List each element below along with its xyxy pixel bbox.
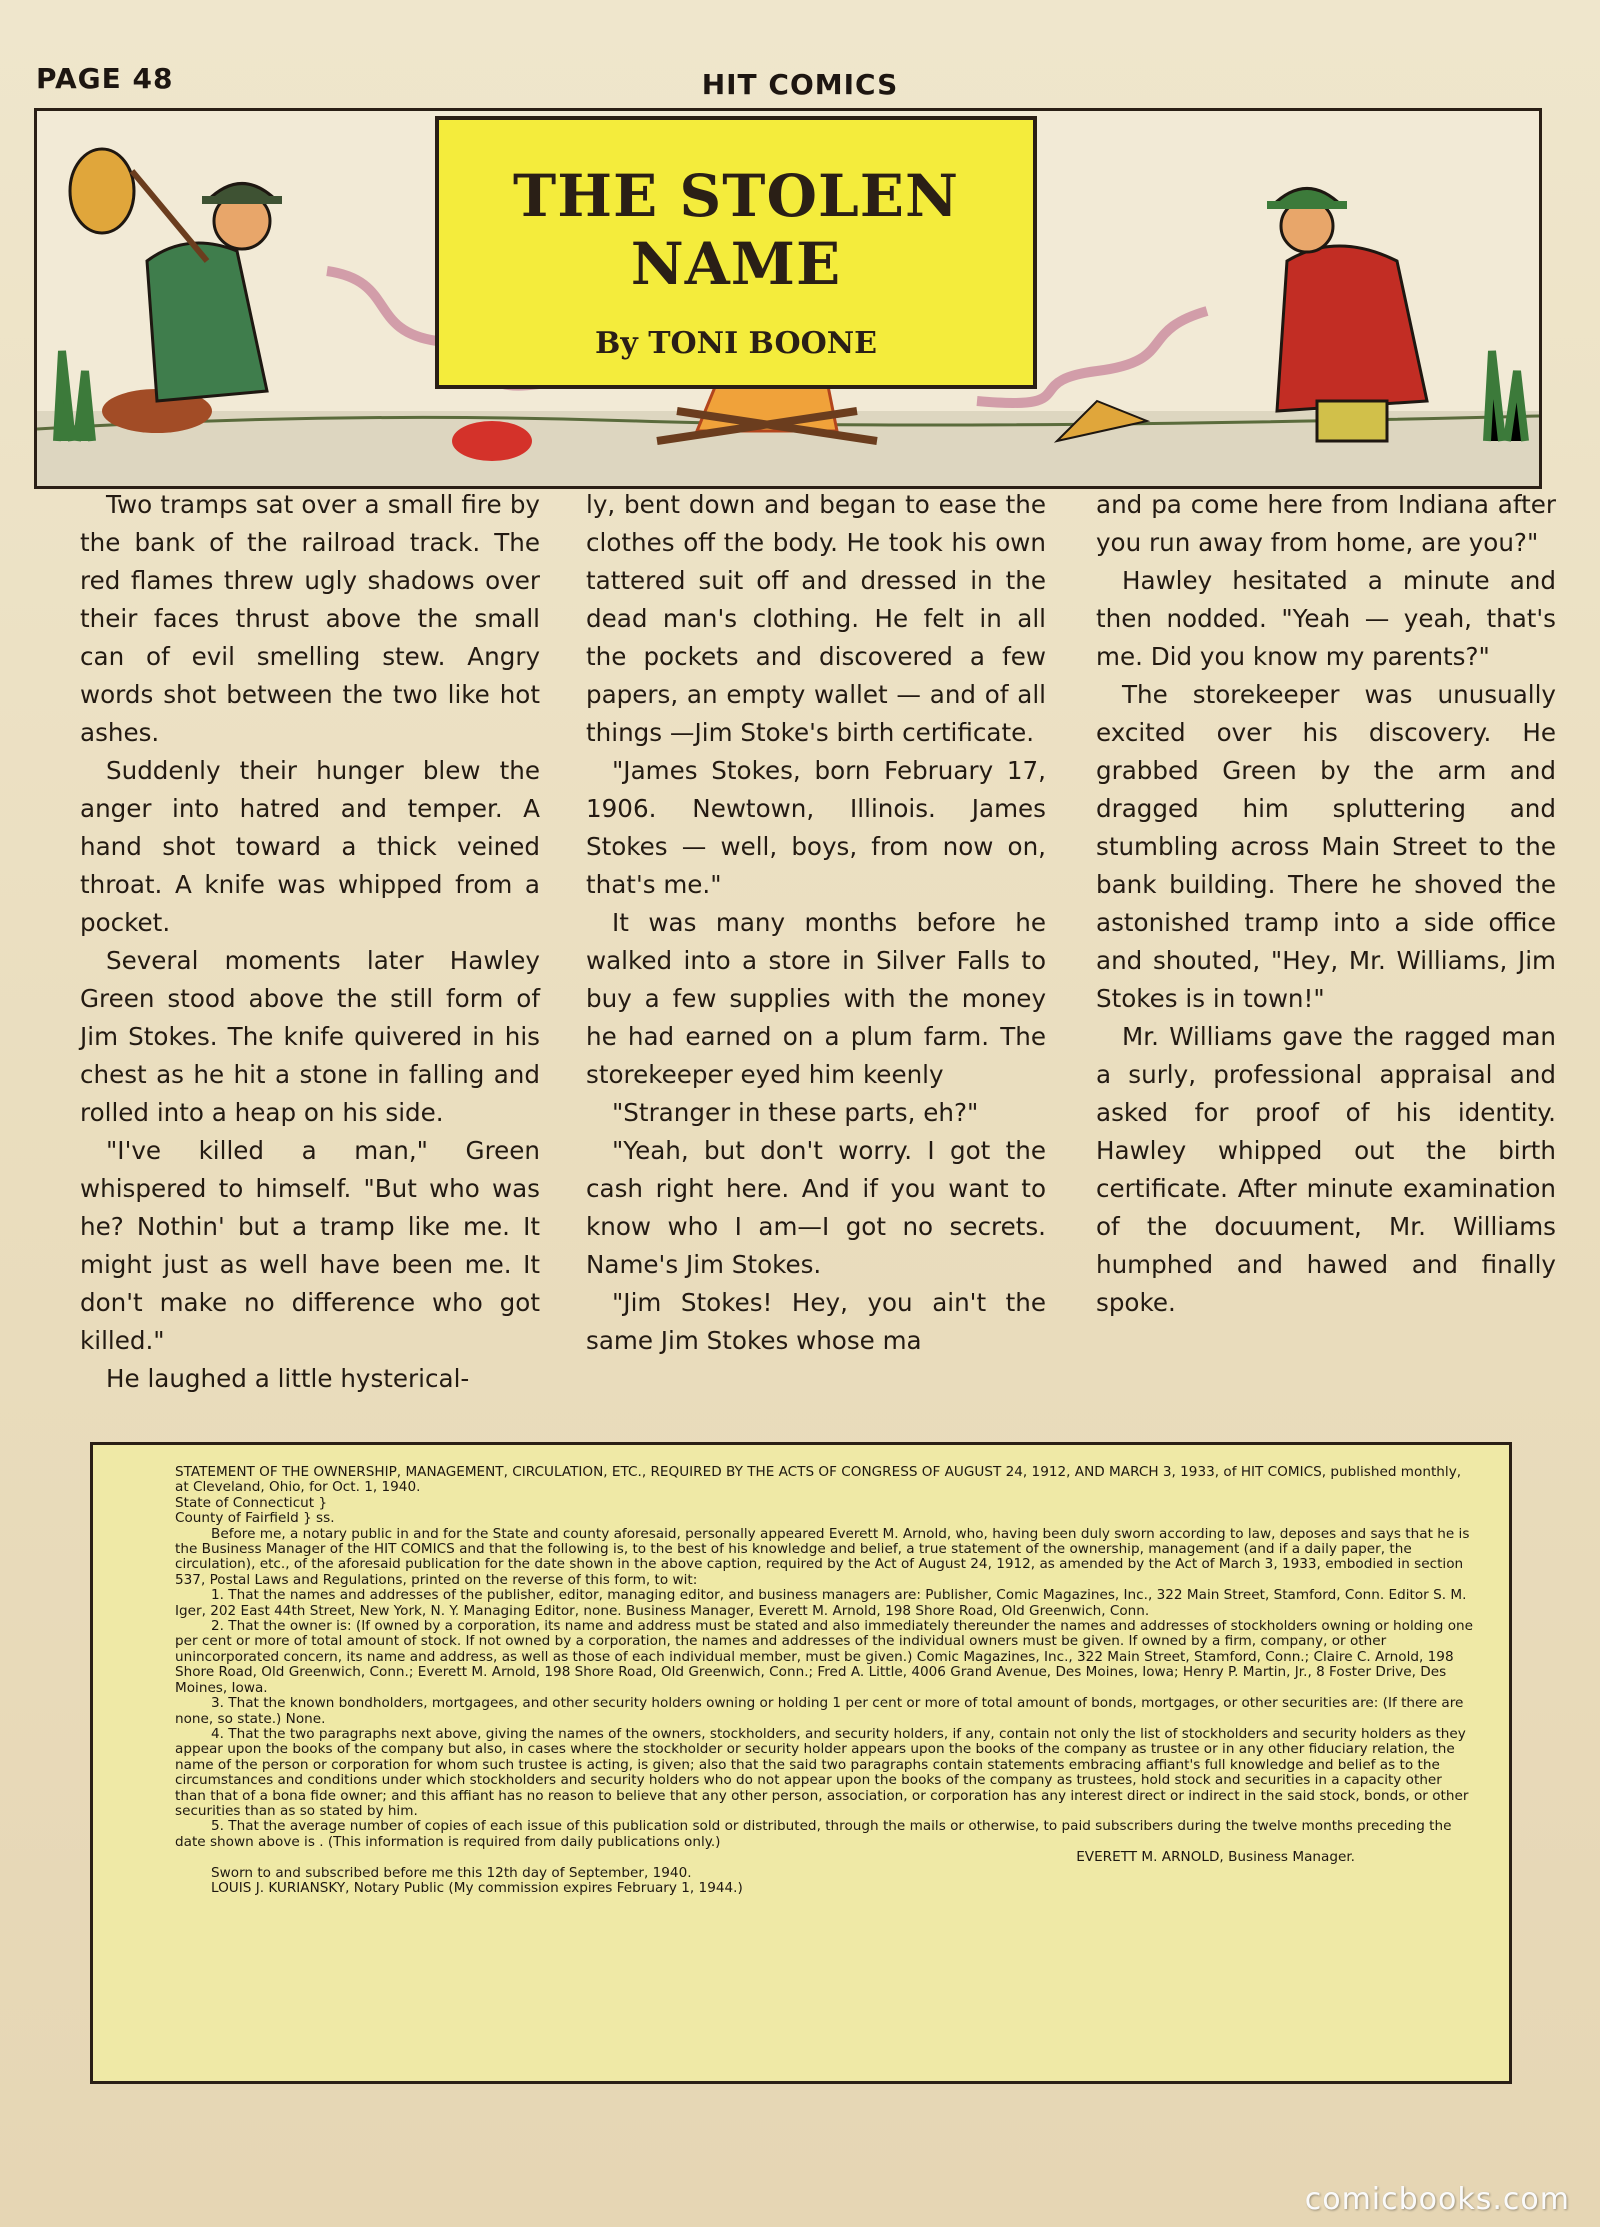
- paragraph: Mr. Williams gave the ragged man a surly, professional appraisal and asked for proof of his identity. Hawley whipped out the birth certificate. After minute examination of the docuument, Mr. Williams humphed and hawed and finally spoke.: [1096, 1022, 1556, 1317]
- ownership-statement: [90, 1442, 1512, 2084]
- statement-notary: LOUIS J. KURIANSKY, Notary Public (My commission expires February 1, 1944.): [211, 1879, 743, 1896]
- paragraph: "Jim Stokes! Hey, you ain't the same Jim Stokes whose ma: [586, 1288, 1046, 1355]
- statement-item-1: 1. That the names and addresses of the publisher, editor, managing editor, and business managers are: Publisher, Comic Magazines, Inc., 322 Main Street, Stamford, Conn. Editor S. M. Iger, 202 East 44th Street, New York, N. Y. Managing Editor, none. Business Manager, Everett M. Arnold, 198 Shore Road, Old Greenwich, Conn.: [175, 1587, 1467, 1619]
- statement-item-4: 4. That the two paragraphs next above, giving the names of the owners, stockholders, and security holders, if any, contain not only the list of stockholders and security holders as they appear upon the books of the company but also, in cases where the stockholder or security holder appears upon the books of the company as trustee or in any other fiduciary relation, the name of the person or corporation for whom such trustee is acting, is given; also that the said two paragraphs contain statements embracing affiant's full knowledge and belief as to the circumstances and conditions under which stockholders and security holders who do not appear upon the books of the company as trustees, hold stock and securities in a capacity other than that of a bona fide owner; and this affiant has no reason to believe that any other person, association, or corporation has any interest direct or indirect in the said stock, bonds, or other securities than as so stated by him.: [175, 1725, 1469, 1819]
- statement-sworn: Sworn to and subscribed before me this 12th day of September, 1940.: [211, 1864, 692, 1881]
- title-panel: [435, 116, 1037, 389]
- statement-heading: STATEMENT OF THE OWNERSHIP, MANAGEMENT, CIRCULATION, ETC., REQUIRED BY THE ACTS OF CONGRESS OF AUGUST 24, 1912, AND MARCH 3, 1933, of HIT COMICS, published monthly, at Cleveland, Ohio, for Oct. 1, 1940.: [175, 1464, 1462, 1496]
- story-byline: By TONI BOONE: [594, 326, 878, 361]
- title-illustration: [34, 108, 1542, 489]
- paragraph: Suddenly their hunger blew the anger into hatred and temper. A hand shot toward a thick veined throat. A knife was whipped from a pocket.: [80, 756, 540, 937]
- paragraph: "Stranger in these parts, eh?": [612, 1098, 979, 1127]
- statement-item-5: 5. That the average number of copies of each issue of this publication sold or distributed, through the mails or otherwise, to paid subscribers during the twelve months preceding the date shown above is . (This information is required from daily publications only.): [175, 1818, 1452, 1850]
- text-column-3: [1096, 486, 1556, 1444]
- paragraph: Two tramps sat over a small fire by the bank of the railroad track. The red flames threw ugly shadows over their faces thrust above the small can of evil smelling stew. Angry words shot between the two like hot ashes.: [80, 490, 540, 747]
- paragraph: It was many months before he walked into a store in Silver Falls to buy a few supplies with the money he had earned on a plum farm. The storekeeper eyed him keenly: [586, 908, 1046, 1089]
- paragraph: Several moments later Hawley Green stood above the still form of Jim Stokes. The knife quivered in his chest as he hit a stone in falling and rolled into a heap on his side.: [80, 946, 540, 1127]
- paragraph: "I've killed a man," Green whispered to himself. "But who was he? Nothin' but a tramp like me. It might just as well have been me. It don't make no difference who got killed.": [80, 1136, 540, 1355]
- statement-item-2: 2. That the owner is: (If owned by a corporation, its name and address must be stated and also immediately thereunder the names and addresses of stockholders owning or holding one per cent or more of total amount of stock. If not owned by a corporation, the names and addresses of the individual owners must be given. If owned by a firm, company, or other unincorporated concern, its name and address, as well as those of each individual member, must be given.) Comic Magazines, Inc., 322 Main Street, Stamford, Conn.; Claire C. Arnold, 198 Shore Road, Old Greenwich, Conn.; Everett M. Arnold, 198 Shore Road, Old Greenwich, Conn.; Fred A. Little, 4006 Grand Avenue, Des Moines, Iowa; Henry P. Martin, Jr., 8 Foster Drive, Des Moines, Iowa.: [175, 1618, 1474, 1696]
- statement-item-3: 3. That the known bondholders, mortgagees, and other security holders owning or holding 1 per cent or more of total amount of bonds, mortgages, or other securities are: (If there are none, so state.) None.: [175, 1695, 1464, 1727]
- statement-state: State of Connecticut }: [175, 1494, 328, 1511]
- paragraph: and pa come here from Indiana after you run away from home, are you?": [1096, 490, 1556, 557]
- text-column-1: [80, 486, 540, 1444]
- statement-body: Before me, a notary public in and for the State and county aforesaid, personally appeared Everett M. Arnold, who, having been duly sworn according to law, deposes and says that he is the Business Manager of the HIT COMICS and that the following is, to the best of his knowledge and belief, a true statement of the ownership, management (and if a daily paper, the circulation), etc., of the aforesaid publication for the date shown in the above caption, required by the Act of August 24, 1912, as amended by the Act of March 3, 1933, embodied in section 537, Postal Laws and Regulations, printed on the reverse of this form, to wit:: [175, 1525, 1470, 1588]
- paragraph: The storekeeper was unusually excited over his discovery. He grabbed Green by the arm and dragged him spluttering and stumbling across Main Street to the bank building. There he shoved the astonished tramp into a side office and shouted, "Hey, Mr. Williams, Jim Stokes is in town!": [1096, 680, 1556, 1013]
- paragraph: He laughed a little hysterical-: [106, 1364, 470, 1393]
- statement-signature: EVERETT M. ARNOLD, Business Manager.: [1076, 1849, 1355, 1866]
- text-column-2: [586, 486, 1046, 1444]
- site-watermark: comicbooks.com: [1304, 2182, 1570, 2217]
- paragraph: Hawley hesitated a minute and then nodded. "Yeah — yeah, that's me. Did you know my parents?": [1096, 566, 1556, 671]
- paragraph: "James Stokes, born February 17, 1906. Newtown, Illinois. James Stokes — well, boys, from now on, that's me.": [586, 756, 1046, 899]
- paragraph: "Yeah, but don't worry. I got the cash right here. And if you want to know who I am—I got no secrets. Name's Jim Stokes.: [586, 1136, 1046, 1279]
- story-title: THE STOLEN NAME: [513, 162, 959, 298]
- magazine-title: HIT COMICS: [701, 68, 899, 101]
- statement-county: County of Fairfield } ss.: [175, 1510, 335, 1527]
- page-number: PAGE 48: [36, 62, 174, 95]
- paragraph: ly, bent down and began to ease the clothes off the body. He took his own tattered suit off and dressed in the dead man's clothing. He felt in all the pockets and discovered a few papers, an empty wallet — and of all things —Jim Stoke's birth certificate.: [586, 490, 1046, 747]
